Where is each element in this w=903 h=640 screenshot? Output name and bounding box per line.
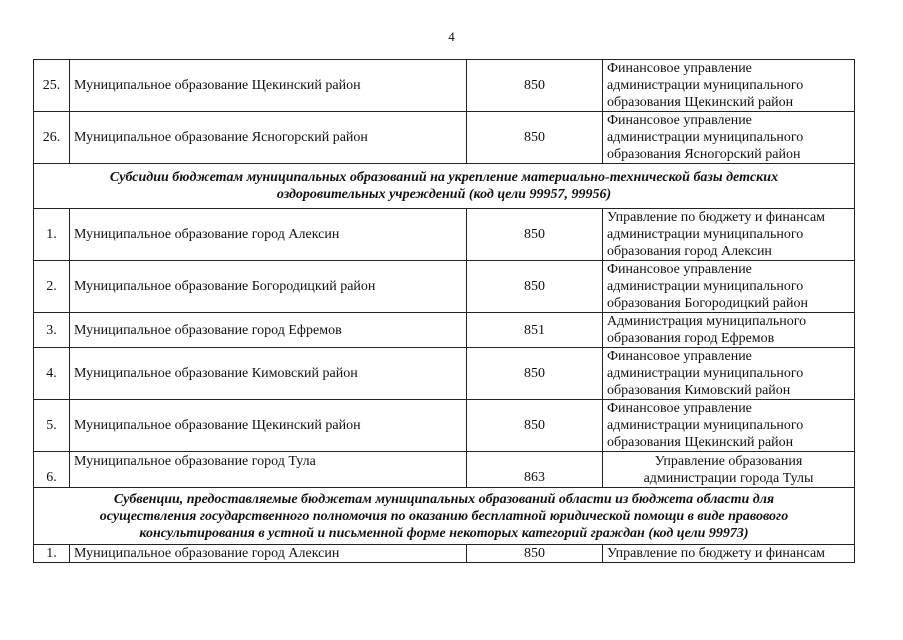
budget-code: 850 <box>467 545 603 563</box>
administrator-name <box>603 313 855 348</box>
row-number: 26. <box>34 112 70 164</box>
municipality-name: Муниципальное образование Ясногорский район <box>70 112 467 164</box>
table-row <box>34 209 855 261</box>
row-number: 6. <box>34 452 70 488</box>
section-heading-row <box>34 164 855 209</box>
municipality-name: Муниципальное образование Богородицкий район <box>70 261 467 313</box>
row-number: 3. <box>34 313 70 348</box>
administrator-name <box>603 348 855 400</box>
administrator-line: администрации города Тулы <box>643 470 814 486</box>
budget-code: 851 <box>467 313 603 348</box>
administrator-line: Финансовое управление <box>607 401 752 416</box>
administrator-line: администрации муниципального <box>607 418 804 433</box>
budget-code: 850 <box>467 60 603 112</box>
section-heading-line: оздоровительных учреждений (код цели 99957, 99956) <box>276 187 612 202</box>
section-heading-line: осуществления государственного полномочия по оказанию бесплатной юридической помощи в виде правового <box>99 508 789 524</box>
municipality-name: Муниципальное образование Щекинский район <box>70 400 467 452</box>
allocation-table <box>33 59 855 563</box>
row-number: 5. <box>34 400 70 452</box>
row-number: 4. <box>34 348 70 400</box>
budget-code: 850 <box>467 112 603 164</box>
administrator-line: Финансовое управление <box>607 349 752 364</box>
section-heading-row <box>34 488 855 545</box>
page-number: 4 <box>448 29 455 44</box>
table-row <box>34 261 855 313</box>
municipality-name: Муниципальное образование Щекинский район <box>70 60 467 112</box>
administrator-name <box>603 209 855 261</box>
row-number: 2. <box>34 261 70 313</box>
section-heading-line: консультирования в устной и письменной форме некоторых категорий граждан (код цели 99973) <box>139 525 749 541</box>
administrator-line: администрации муниципального <box>607 78 804 93</box>
administrator-name <box>603 60 855 112</box>
section-heading-subventions <box>34 488 855 545</box>
section-heading-line: Субвенции, предоставляемые бюджетам муниципальных образований области из бюджета области для <box>113 491 775 507</box>
municipality-name: Муниципальное образование город Тула <box>70 452 467 488</box>
budget-code: 850 <box>467 209 603 261</box>
administrator-name <box>603 452 855 488</box>
administrator-line: Администрация муниципального <box>607 314 807 329</box>
administrator-line: образования Щекинский район <box>607 95 794 110</box>
administrator-line: Управление по бюджету и финансам <box>607 546 826 561</box>
administrator-line: администрации муниципального <box>607 227 804 242</box>
budget-code: 863 <box>467 452 603 488</box>
administrator-line: администрации муниципального <box>607 279 804 294</box>
administrator-line: Финансовое управление <box>607 61 752 76</box>
administrator-line: Финансовое управление <box>607 262 752 277</box>
administrator-line: образования Ясногорский район <box>607 147 801 162</box>
table-row <box>34 545 855 563</box>
table-row <box>34 112 855 164</box>
administrator-line: Управление образования <box>654 453 803 469</box>
administrator-name <box>603 545 855 563</box>
row-number: 1. <box>34 545 70 563</box>
administrator-line: Финансовое управление <box>607 113 752 128</box>
table-row <box>34 348 855 400</box>
administrator-name <box>603 261 855 313</box>
section-heading-subsidies <box>34 164 855 209</box>
administrator-line: образования Кимовский район <box>607 383 791 398</box>
table-row <box>34 452 855 488</box>
administrator-name <box>603 400 855 452</box>
municipality-name: Муниципальное образование город Ефремов <box>70 313 467 348</box>
row-number: 1. <box>34 209 70 261</box>
administrator-line: Управление по бюджету и финансам <box>607 210 826 225</box>
municipality-name: Муниципальное образование город Алексин <box>70 209 467 261</box>
administrator-line: администрации муниципального <box>607 366 804 381</box>
budget-code: 850 <box>467 400 603 452</box>
administrator-line: образования Богородицкий район <box>607 296 808 311</box>
municipality-name: Муниципальное образование город Алексин <box>70 545 467 563</box>
administrator-line: образования город Ефремов <box>607 331 775 346</box>
administrator-line: образования город Алексин <box>607 244 772 259</box>
municipality-name: Муниципальное образование Кимовский район <box>70 348 467 400</box>
administrator-line: администрации муниципального <box>607 130 804 145</box>
table-row <box>34 400 855 452</box>
table-row <box>34 60 855 112</box>
section-heading-line: Субсидии бюджетам муниципальных образований на укрепление материально-технической базы детских <box>109 170 779 185</box>
row-number: 25. <box>34 60 70 112</box>
administrator-line: образования Щекинский район <box>607 435 794 450</box>
administrator-name <box>603 112 855 164</box>
budget-code: 850 <box>467 261 603 313</box>
table-row <box>34 313 855 348</box>
budget-code: 850 <box>467 348 603 400</box>
